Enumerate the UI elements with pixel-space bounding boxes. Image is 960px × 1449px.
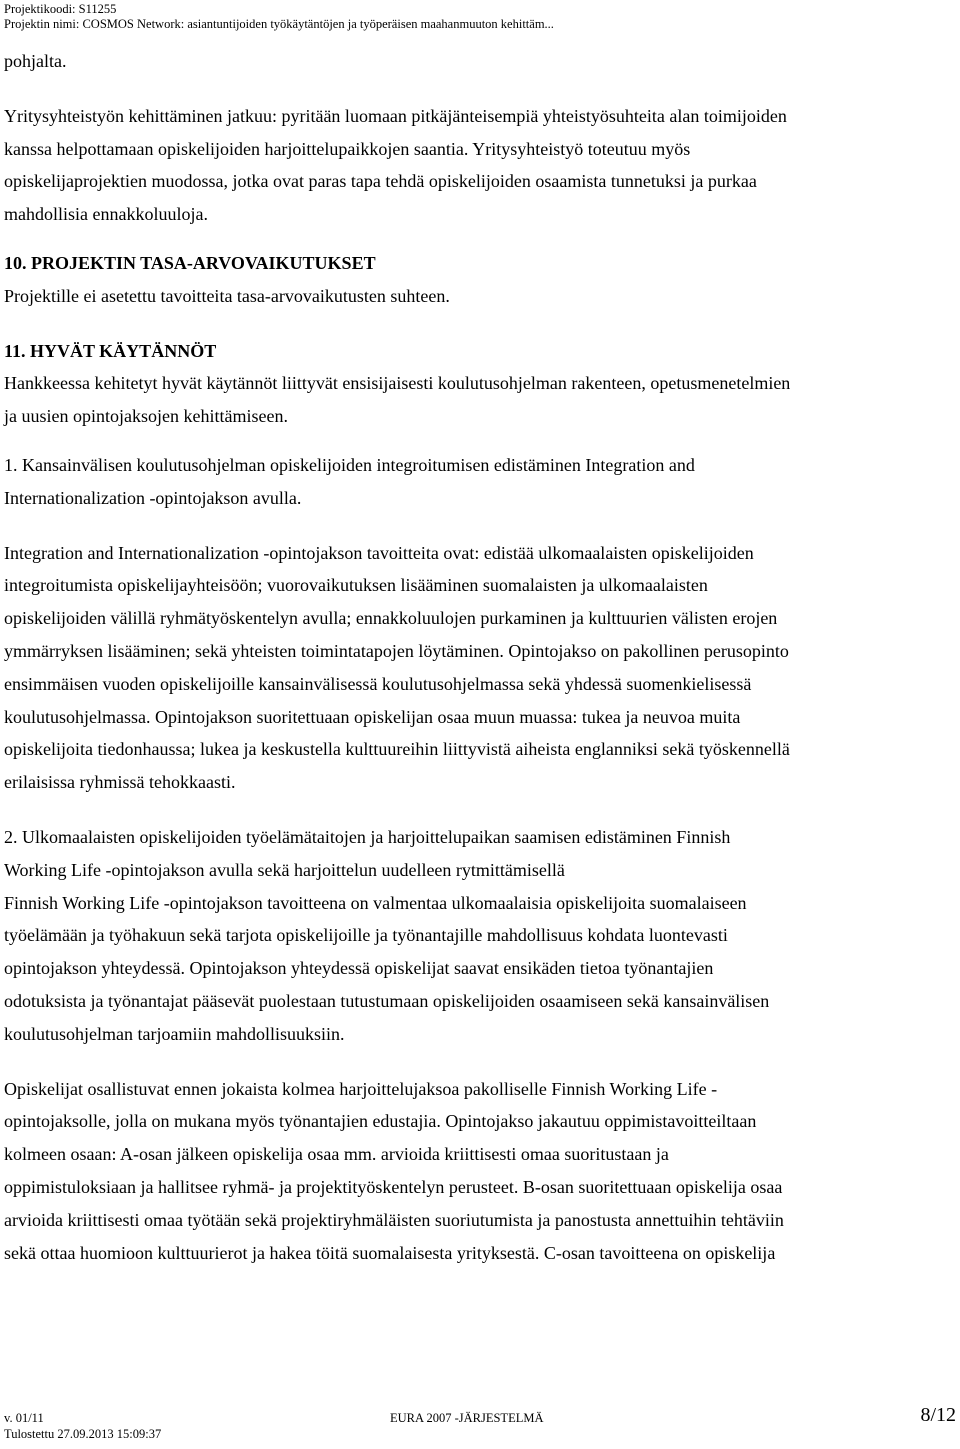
paragraph-line: Finnish Working Life -opintojakson tavoitteena on valmentaa ulkomaalaisia opiskelijoita suomalaiseen — [4, 892, 747, 913]
paragraph-line: Yritysyhteistyön kehittäminen jatkuu: pyritään luomaan pitkäjänteisempiä yhteistyösuhteita alan toimijoiden — [4, 105, 787, 126]
project-name: Projektin nimi: COSMOS Network: asiantuntijoiden työkäytäntöjen ja työperäisen maahanmuuton kehittäm... — [4, 17, 554, 31]
paragraph-line: opintojakson yhteydessä. Opintojakson yhteydessä opiskelijat saavat ensikäden tietoa työnantajien — [4, 958, 714, 979]
paragraph-line: erilaisissa ryhmissä tehokkaasti. — [4, 772, 236, 793]
paragraph-line: koulutusohjelmassa. Opintojakson suoritettuaan opiskelijan osaa muun muassa: tukea ja neuvoa muita — [4, 706, 741, 727]
paragraph-line: arvioida kriittisesti omaa työtään sekä projektiryhmäläisten suoriutumista ja panostusta annettuihin tehtäviin — [4, 1209, 784, 1230]
paragraph-line: ensimmäisen vuoden opiskelijoille kansainvälisessä koulutusohjelmassa sekä yhdessä suomenkielisessä — [4, 673, 752, 694]
paragraph-line: Integration and Internationalization -opintojakson tavoitteita ovat: edistää ulkomaalaisten opiskelijoiden — [4, 542, 754, 563]
paragraph-line: opiskelijoita tiedonhaussa; lukea ja keskustella kulttuureihin liittyvistä aiheista englanniksi sekä työskennellä — [4, 739, 790, 760]
section-heading-11: 11. HYVÄT KÄYTÄNNÖT — [4, 340, 217, 361]
students-paragraph — [4, 1073, 956, 1270]
finnish-working-life-paragraph — [4, 887, 956, 1051]
paragraph-line: sekä ottaa huomioon kulttuurierot ja hakea töitä suomalaisesta yrityksestä. C-osan tavoitteena on opiskelija — [4, 1242, 776, 1263]
paragraph-line: kanssa helpottamaan opiskelijoiden harjoittelupaikkojen saantia. Yritysyhteistyö toteutuu myös — [4, 138, 691, 159]
equality-paragraph: Projektille ei asetettu tavoitteita tasa-arvovaikutusten suhteen. — [4, 285, 450, 306]
page-header — [4, 2, 554, 32]
paragraph-line: opiskelijoiden välillä ryhmätyöskentelyn avulla; ennakkoluulojen purkaminen ja kulttuurien välisten erojen — [4, 608, 778, 629]
paragraph-line: 1. Kansainvälisen koulutusohjelman opiskelijoiden integroitumisen edistäminen Integration and — [4, 454, 695, 475]
company-cooperation-paragraph — [4, 100, 956, 231]
paragraph-line: 2. Ulkomaalaisten opiskelijoiden työelämätaitojen ja harjoittelupaikan saamisen edistäminen Finnish — [4, 826, 731, 847]
paragraph-line: ja uusien opintojaksojen kehittämiseen. — [4, 406, 288, 427]
printed-timestamp: Tulostettu 27.09.2013 15:09:37 — [4, 1427, 162, 1441]
system-name: EURA 2007 -JÄRJESTELMÄ — [390, 1411, 544, 1425]
paragraph-line: odotuksista ja työnantajat pääsevät puolestaan tutustumaan opiskelijoiden osaamiseen sekä kansainvälisen — [4, 990, 770, 1011]
paragraph-line: Hankkeessa kehitetyt hyvät käytännöt liittyvät ensisijaisesti koulutusohjelman rakenteen, opetusmenetelmien — [4, 373, 791, 394]
document-body — [4, 45, 956, 1269]
paragraph-line: Working Life -opintojakson avulla sekä harjoittelun uudelleen rytmittämisellä — [4, 859, 565, 880]
paragraph-line: Internationalization -opintojakson avulla. — [4, 487, 302, 508]
integration-paragraph — [4, 537, 956, 799]
page-footer-left — [4, 1410, 161, 1442]
paragraph-line: opintojaksolle, jolla on mukana myös työnantajien edustajia. Opintojakso jakautuu oppimistavoitteiltaan — [4, 1111, 757, 1132]
paragraph-line: työelämään ja työhakuun sekä tarjota opiskelijoille ja työnantajille mahdollisuus kohdata luontevasti — [4, 925, 728, 946]
paragraph-line: Opiskelijat osallistuvat ennen jokaista kolmea harjoittelujaksoa pakolliselle Finnish Working Life - — [4, 1078, 718, 1099]
practice-item-1-title — [4, 449, 956, 515]
project-code: Projektikoodi: S11255 — [4, 2, 117, 16]
version-label: v. 01/11 — [4, 1411, 44, 1425]
practice-item-2-title — [4, 821, 956, 887]
section-heading-10: 10. PROJEKTIN TASA-ARVOVAIKUTUKSET — [4, 252, 376, 273]
intro-end: pohjalta. — [4, 51, 67, 71]
paragraph-line: mahdollisia ennakkoluuloja. — [4, 204, 208, 225]
paragraph-line: ymmärryksen lisääminen; sekä yhteisten toimintatapojen löytäminen. Opintojakso on pakollinen perusopinto — [4, 640, 789, 661]
paragraph-line: kolmeen osaan: A-osan jälkeen opiskelija osaa mm. arvioida kriittisesti omaa suoritustaan ja — [4, 1144, 669, 1165]
page-number: 8/12 — [920, 1404, 956, 1426]
paragraph-line: integroitumista opiskelijayhteisöön; vuorovaikutuksen lisääminen suomalaisten ja ulkomaalaisten — [4, 575, 708, 596]
paragraph-line: opiskelijaprojektien muodossa, jotka ovat paras tapa tehdä opiskelijoiden osaamista tunnetuksi ja purkaa — [4, 171, 757, 192]
paragraph-line: oppimistuloksiaan ja hallitsee ryhmä- ja projektityöskentelyn perusteet. B-osan suoritettuaan opiskelija osaa — [4, 1176, 783, 1197]
paragraph-line: koulutusohjelman tarjoamiin mahdollisuuksiin. — [4, 1023, 345, 1044]
good-practices-paragraph — [4, 367, 956, 433]
